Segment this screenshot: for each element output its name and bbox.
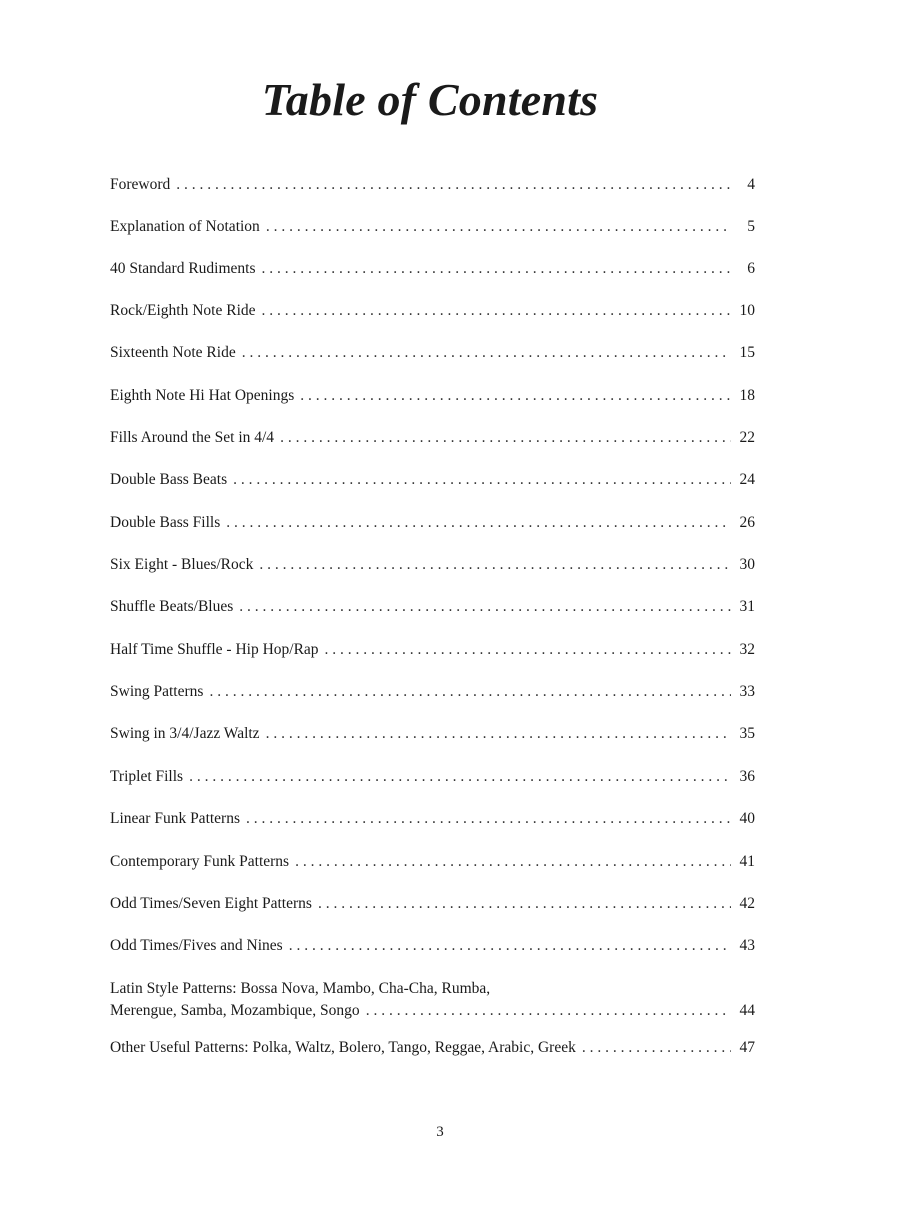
toc-entry-page: 31	[739, 598, 755, 615]
toc-entry-title: Contemporary Funk Patterns	[110, 853, 290, 870]
dot-leader	[189, 766, 731, 788]
toc-entry-rock-eighth-note-ride	[110, 300, 755, 322]
dot-leader	[266, 216, 731, 238]
toc-entry-standard-rudiments	[110, 258, 755, 280]
toc-entry-title-line2: Merengue, Samba, Mozambique, Songo	[110, 1002, 360, 1019]
toc-entry-title: Odd Times/Fives and Nines	[110, 937, 283, 954]
dot-leader	[259, 554, 731, 576]
toc-entry-other-useful-patterns	[110, 1037, 755, 1059]
toc-entry-title: Odd Times/Seven Eight Patterns	[110, 895, 312, 912]
toc-entry-page: 43	[739, 937, 755, 954]
toc-entry-page: 15	[739, 344, 755, 361]
toc-entry-six-eight-blues-rock	[110, 554, 755, 576]
dot-leader	[289, 935, 731, 957]
toc-entry-odd-times-fives-and-nines	[110, 935, 755, 957]
toc-entry-latin-style-patterns	[110, 978, 755, 1022]
toc-entry-page: 42	[739, 895, 755, 912]
toc-entry-page: 32	[739, 641, 755, 658]
toc-entry-swing-in-three-four	[110, 723, 755, 745]
toc-entry-title: Fills Around the Set in 4/4	[110, 429, 275, 446]
toc-entry-shuffle-beats-blues	[110, 596, 755, 618]
toc-entry-title: Sixteenth Note Ride	[110, 344, 236, 361]
toc-entry-page: 10	[739, 302, 755, 319]
toc-entry-page: 22	[739, 429, 755, 446]
dot-leader	[226, 512, 731, 534]
toc-entry-odd-times-seven-eight	[110, 893, 755, 915]
toc-entry-page: 33	[739, 683, 755, 700]
toc-entry-title: Swing in 3/4/Jazz Waltz	[110, 725, 260, 742]
dot-leader	[366, 1000, 731, 1022]
dot-leader	[266, 723, 731, 745]
dot-leader	[246, 808, 731, 830]
toc-entry-title: Double Bass Beats	[110, 471, 228, 488]
toc-entry-title: Shuffle Beats/Blues	[110, 598, 234, 615]
dot-leader	[295, 851, 731, 873]
toc-entry-sixteenth-note-ride	[110, 342, 755, 364]
toc-entry-contemporary-funk-patterns	[110, 851, 755, 873]
dot-leader	[280, 427, 731, 449]
toc-entry-half-time-shuffle	[110, 639, 755, 661]
dot-leader	[242, 342, 731, 364]
toc-entry-page: 26	[739, 514, 755, 531]
toc-entry-title: Eighth Note Hi Hat Openings	[110, 387, 295, 404]
toc-entry-page: 44	[739, 1002, 755, 1019]
toc-entry-page: 24	[739, 471, 755, 488]
toc-entry-page: 36	[739, 768, 755, 785]
toc-entry-page: 5	[747, 218, 755, 235]
toc-entry-title: Foreword	[110, 176, 171, 193]
dot-leader	[209, 681, 731, 703]
dot-leader	[325, 639, 731, 661]
toc-entry-title: Linear Funk Patterns	[110, 810, 241, 827]
page-number: 3	[436, 1124, 444, 1140]
toc-entry-page: 18	[739, 387, 755, 404]
toc-entry-page: 4	[747, 176, 755, 193]
toc-entry-fills-around-the-set	[110, 427, 755, 449]
dot-leader	[582, 1037, 731, 1059]
toc-entry-title: Swing Patterns	[110, 683, 204, 700]
toc-entry-title: Triplet Fills	[110, 768, 184, 785]
toc-entry-title: Double Bass Fills	[110, 514, 221, 531]
toc-entry-title: Half Time Shuffle - Hip Hop/Rap	[110, 641, 319, 658]
dot-leader	[233, 469, 731, 491]
toc-entry-page: 35	[739, 725, 755, 742]
dot-leader	[239, 596, 731, 618]
toc-entry-title: Other Useful Patterns: Polka, Waltz, Bolero, Tango, Reggae, Arabic, Greek	[110, 1039, 576, 1056]
dot-leader	[318, 893, 731, 915]
toc-entry-double-bass-beats	[110, 469, 755, 491]
toc-entry-title: 40 Standard Rudiments	[110, 260, 256, 277]
toc-entry-triplet-fills	[110, 766, 755, 788]
toc-entry-foreword	[110, 174, 755, 196]
page-title: Table of Contents	[261, 74, 599, 125]
toc-entry-page: 6	[747, 260, 755, 277]
toc-entry-swing-patterns	[110, 681, 755, 703]
toc-entry-title: Six Eight - Blues/Rock	[110, 556, 254, 573]
toc-entry-explanation-of-notation	[110, 216, 755, 238]
toc-entry-page: 41	[739, 853, 755, 870]
toc-entry-title-line1: Latin Style Patterns: Bossa Nova, Mambo, Cha-Cha, Rumba,	[110, 980, 491, 997]
toc-entry-eighth-note-hi-hat-openings	[110, 385, 755, 407]
toc-entry-page: 47	[739, 1039, 755, 1056]
dot-leader	[300, 385, 731, 407]
toc-entry-linear-funk-patterns	[110, 808, 755, 830]
toc-entry-title: Rock/Eighth Note Ride	[110, 302, 256, 319]
dot-leader	[176, 174, 731, 196]
dot-leader	[262, 258, 731, 280]
toc-entry-double-bass-fills	[110, 512, 755, 534]
toc-entry-title: Explanation of Notation	[110, 218, 260, 235]
dot-leader	[262, 300, 731, 322]
toc-entry-page: 40	[739, 810, 755, 827]
toc-entry-page: 30	[739, 556, 755, 573]
